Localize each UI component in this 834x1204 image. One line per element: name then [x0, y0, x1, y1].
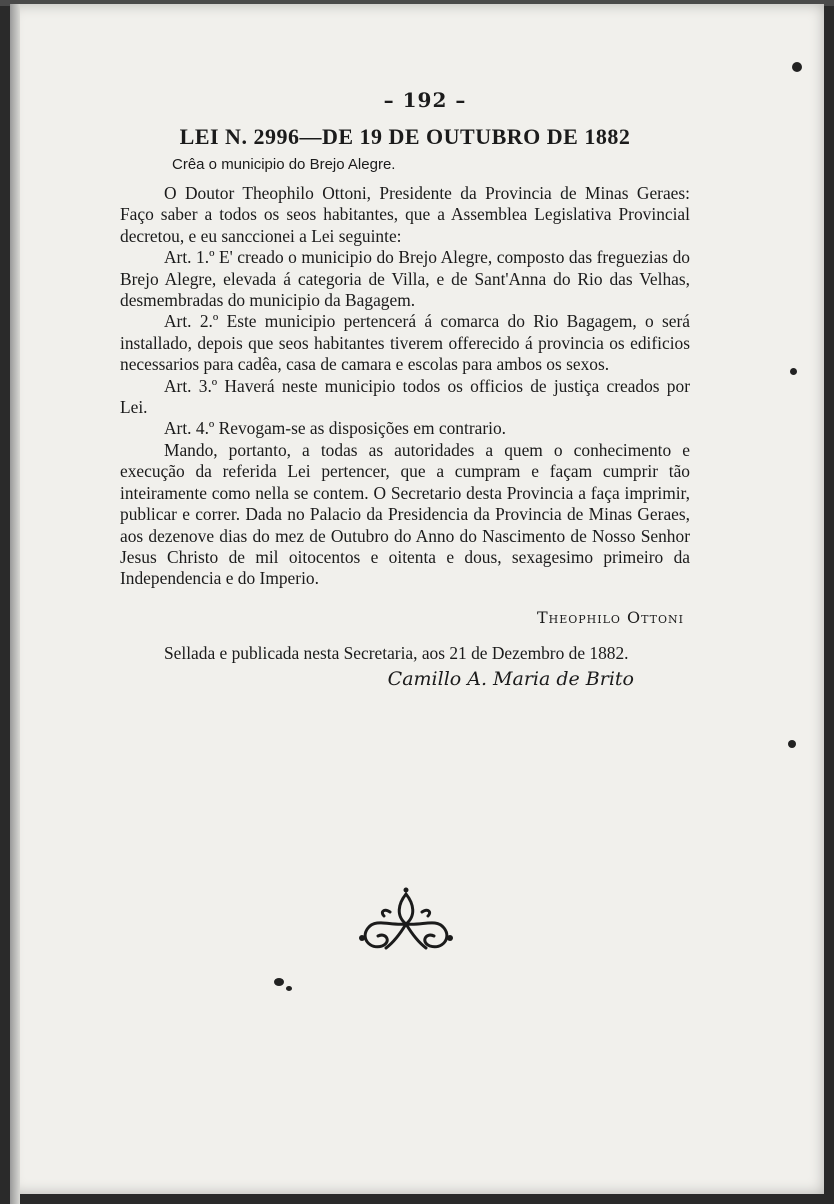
floral-ornament-icon: [350, 886, 462, 956]
page-number: – 192 –: [383, 88, 467, 112]
law-summary: Crêa o municipio do Brejo Alegre.: [172, 156, 396, 173]
ink-speck: [788, 740, 796, 748]
secretary-signature: Camillo A. Maria de Brito: [387, 668, 634, 691]
document-content: [120, 88, 690, 690]
ink-speck: [274, 978, 284, 986]
preamble-paragraph: O Doutor Theophilo Ottoni, Presidente da Provincia de Minas Geraes: Faço saber a todos os seos habitantes, que a Assemblea Legislativa Provincial decretou, e eu sanccionei a Lei seguinte:: [120, 183, 690, 246]
article-4: Art. 4.º Revogam-se as disposições em contrario.: [164, 418, 507, 439]
article-1: Art. 1.º E' creado o municipio do Brejo Alegre, composto das freguezias do Brejo Alegre, elevada á categoria de Villa, e de Sant'Anna do Rio das Velhas, desmembradas do municipio da Bagagem.: [120, 247, 690, 311]
ink-speck: [286, 986, 292, 991]
law-title: LEI N. 2996—DE 19 DE OUTUBRO DE 1882: [179, 124, 631, 149]
article-2: Art. 2.º Este municipio pertencerá á comarca do Rio Bagagem, o será installado, depois que seos habitantes tiverem offerecido á provincia os edificios necessarios para cadêa, casa de camara e escolas para ambos os sexos.: [120, 311, 690, 375]
law-body: [120, 183, 690, 590]
ink-speck: [790, 368, 797, 375]
article-3: Art. 3.º Haverá neste municipio todos os officios de justiça creados por Lei.: [120, 375, 690, 418]
president-signature: Theophilo Ottoni: [536, 607, 684, 627]
enactment-paragraph: Mando, portanto, a todas as autoridades a quem o conhecimento e execução da referida Lei pertencer, que a cumpram e façam cumprir tão inteiramente como nella se contem. O Secretario desta Provincia a faça imprimir, publicar e correr. Dada no Palacio da Presidencia da Provincia de Minas Geraes, aos dezenove dias do mez de Outubro do Anno do Nascimento de Nosso Senhor Jesus Christo de mil oitocentos e oitenta e dous, sexagesimo primeiro da Independencia e do Imperio.: [120, 439, 690, 589]
publication-note: Sellada e publicada nesta Secretaria, aos 21 de Dezembro de 1882.: [164, 642, 629, 663]
ink-speck: [792, 62, 802, 72]
scan-left-edge: [10, 4, 20, 1204]
